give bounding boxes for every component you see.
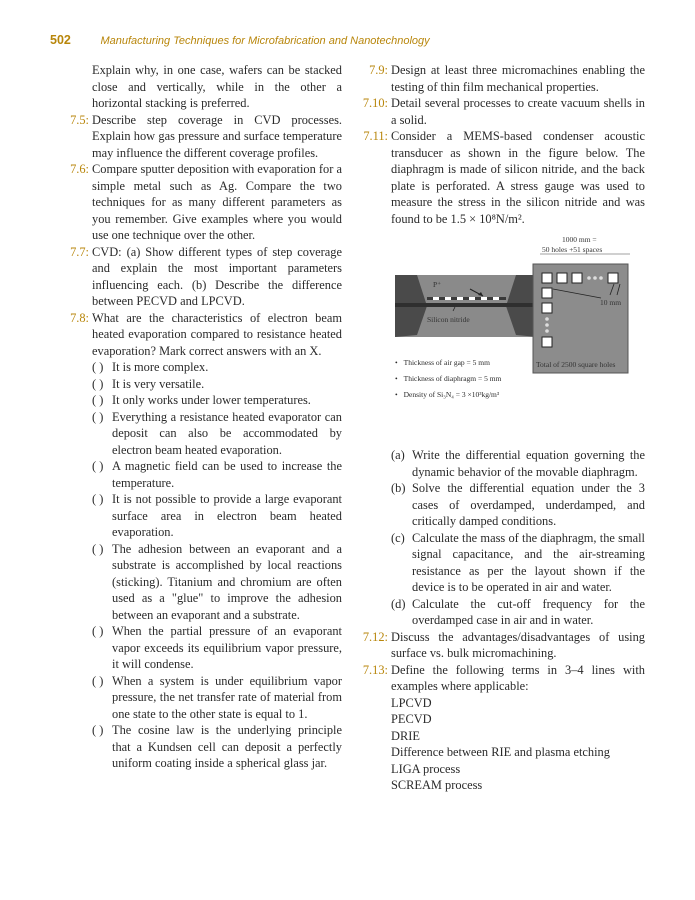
figure-parameters <box>395 355 501 403</box>
option-text: Everything a resistance heated evaporator can deposit can also be accommodated by electron beam heated evaporation. <box>112 409 342 457</box>
answer-option <box>92 409 342 459</box>
term-item: Difference between RIE and plasma etching <box>391 745 610 759</box>
question-number: 7.10: <box>362 96 388 110</box>
checkbox-marker: ( ) <box>92 360 104 374</box>
question-7-8 <box>56 310 342 360</box>
checkbox-marker: ( ) <box>92 624 104 638</box>
bullet-item: • Thickness of diaphragm = 5 mm <box>395 371 501 387</box>
answer-option <box>92 359 342 376</box>
option-text: A magnetic field can be used to increase the temperature. <box>112 459 342 490</box>
question-text: Discuss the advantages/disadvantages of using surface vs. bulk micromachining. <box>391 629 645 660</box>
answer-option <box>92 673 342 723</box>
question-text: Define the following terms in 3–4 lines with examples where applicable: <box>391 662 645 693</box>
sub-label: (c) <box>391 530 405 545</box>
option-text: It is very versatile. <box>112 376 205 391</box>
page-header <box>50 31 430 49</box>
question-7-10 <box>355 95 645 128</box>
answer-option <box>92 623 342 673</box>
total-holes-label: Total of 2500 square holes <box>536 360 616 369</box>
question-7-6 <box>56 161 342 244</box>
page-number: 502 <box>50 33 71 47</box>
term-item: DRIE <box>391 728 420 743</box>
checkbox-marker: ( ) <box>92 376 104 391</box>
question-text: Describe step coverage in CVD processes. Explain how gas pressure and surface temperature may influence the different coverage profiles. <box>92 112 342 160</box>
question-7-5 <box>56 112 342 162</box>
silicon-nitride-label: Silicon nitride <box>427 315 470 324</box>
sub-text: Solve the differential equation under the 3 cases of overdamped, underdamped, and critically damped conditions. <box>412 481 645 528</box>
question-text: Consider a MEMS-based condenser acoustic transducer as shown in the figure below. The diaphragm is made of silicon nitride, and the back plate is perforated. A stress gauge was used to measure the stress in the silicon nitride and was found to be 1.5 × 10⁸N/m². <box>391 129 645 226</box>
question-7-7 <box>56 244 342 310</box>
sub-question <box>391 530 645 596</box>
terms-list <box>391 695 645 794</box>
checkbox-marker: ( ) <box>92 459 104 473</box>
term-item: LIGA process <box>391 761 461 776</box>
question-text: Detail several processes to create vacuum shells in a solid. <box>391 96 645 127</box>
option-text: The cosine law is the underlying principle that a Kundsen cell can deposit a perfectly uniform coating inside a spherical glass jar. <box>112 723 342 770</box>
checkbox-marker: ( ) <box>92 541 104 556</box>
checkbox-marker: ( ) <box>92 492 104 506</box>
question-number: 7.12: <box>362 629 388 644</box>
checkbox-marker: ( ) <box>92 723 104 737</box>
answer-option <box>92 541 342 624</box>
question-7-11 <box>355 128 645 227</box>
option-text: When a system is under equilibrium vapor pressure, the net transfer rate of material from one state to the other state is equal to 1. <box>112 673 342 721</box>
sub-question <box>391 480 645 530</box>
bullet-item: • Thickness of air gap = 5 mm <box>395 355 501 371</box>
sub-label: (b) <box>391 481 406 495</box>
term-item: SCREAM process <box>391 778 483 792</box>
question-continuation: Explain why, in one case, wafers can be stacked close and vertically, while in the other a horizontal stacking is preferred. <box>92 63 342 110</box>
question-number: 7.7: <box>70 244 89 259</box>
answer-option <box>92 376 342 393</box>
checkbox-marker: ( ) <box>92 673 104 688</box>
option-text: It is more complex. <box>112 360 209 374</box>
question-7-12 <box>355 629 645 662</box>
answer-option <box>92 491 342 541</box>
bullet-item: • Density of Si₃N₄ = 3 ×10³kg/m³ <box>395 387 501 403</box>
pplus-label: P⁺ <box>433 280 442 289</box>
checkbox-marker: ( ) <box>92 409 104 424</box>
question-number: 7.11: <box>363 129 388 143</box>
question-7-13 <box>355 662 645 695</box>
checkbox-marker: ( ) <box>92 393 104 407</box>
question-number: 7.13: <box>362 662 388 677</box>
question-text: Compare sputter deposition with evaporation for a simple metal such as Ag. Compare the two techniques for as many different parameters as you remember. Give examples where you would use one technique over the other. <box>92 162 342 242</box>
transducer-figure <box>355 227 645 447</box>
question-number: 7.9: <box>369 63 388 77</box>
sub-question <box>391 447 645 480</box>
left-column <box>56 62 342 772</box>
term-item: PECVD <box>391 712 432 726</box>
question-number: 7.6: <box>70 162 89 176</box>
answer-option <box>92 458 342 491</box>
sub-label: (a) <box>391 448 405 462</box>
question-text: CVD: (a) Show different types of step coverage and explain the most important parameters influencing each. (b) Describe the difference between PECVD and LPCVD. <box>92 244 342 308</box>
question-text: Design at least three micromachines enabling the testing of thin film mechanical properties. <box>391 63 645 94</box>
diaphragm-layer <box>395 303 538 307</box>
option-text: It only works under lower temperatures. <box>112 393 311 407</box>
right-column <box>355 62 645 794</box>
running-title: Manufacturing Techniques for Microfabrication and Nanotechnology <box>100 35 430 47</box>
option-text: When the partial pressure of an evaporant vapor exceeds its equilibrium vapor pressure, it will condense. <box>112 624 342 671</box>
dimension-label-1: 1000 mm = <box>562 235 597 244</box>
dimension-label-2: 50 holes +51 spaces <box>542 245 603 254</box>
question-number: 7.8: <box>70 310 89 325</box>
answer-option <box>92 392 342 409</box>
term-item: LPCVD <box>391 695 432 710</box>
answer-option <box>92 722 342 772</box>
top-view <box>533 254 630 373</box>
question-7-9 <box>355 62 645 95</box>
question-number: 7.5: <box>70 112 89 127</box>
option-text: The adhesion between an evaporant and a substrate is accomplished by local reactions (sticking). Titanium and chromium are often used as a "glue" to improve the adhesion between an evaporant and a substrate. <box>112 541 342 622</box>
sub-question <box>391 596 645 629</box>
sub-text: Write the differential equation governing the dynamic behavior of the movable diaphragm. <box>412 448 645 479</box>
question-text: What are the characteristics of electron beam heated evaporation compared to resistance heated evaporation? Mark correct answers with an X. <box>92 310 342 358</box>
sub-text: Calculate the cut-off frequency for the overdamped case in air and in water. <box>412 596 645 627</box>
option-text: It is not possible to provide a large evaporant surface area in electron beam heated evaporation. <box>112 492 342 539</box>
sub-text: Calculate the mass of the diaphragm, the small signal capacitance, and the air-streaming resistance as per the layout shown if the device is to be operated in air and water. <box>412 530 645 594</box>
sub-label: (d) <box>391 596 406 611</box>
ten-mm-label: 10 mm <box>600 298 622 307</box>
